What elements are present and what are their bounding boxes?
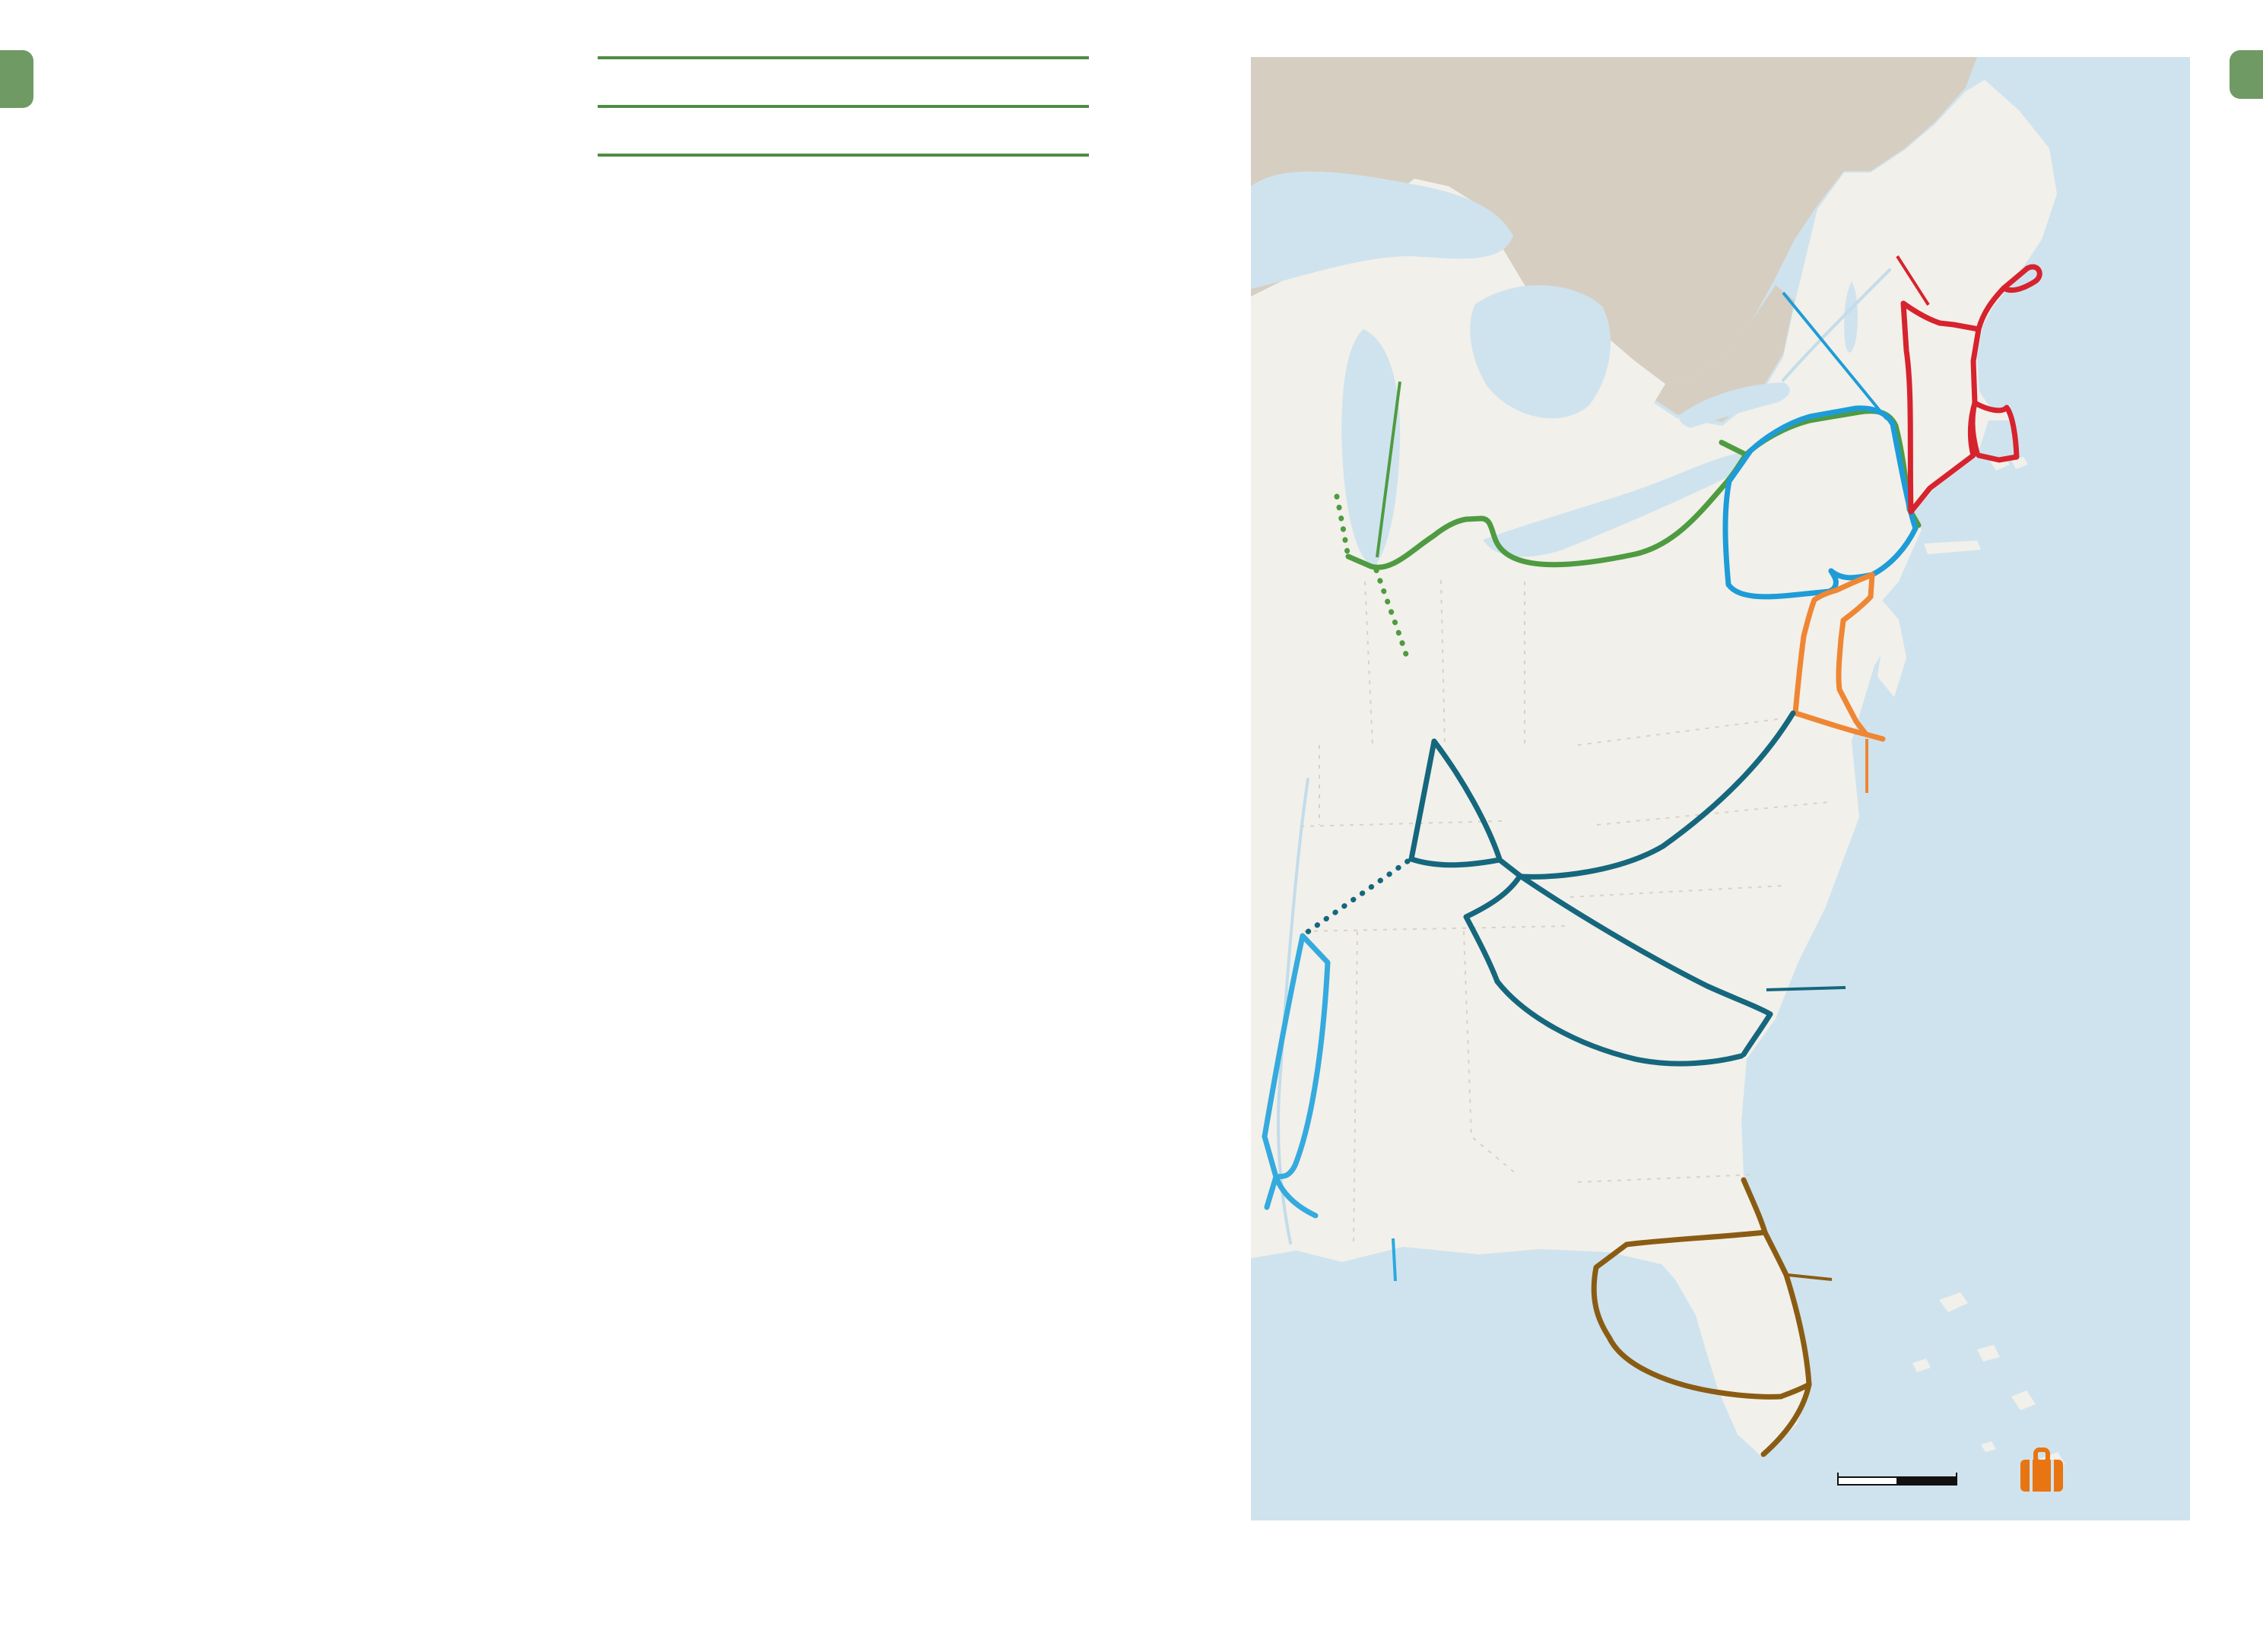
section-title: [598, 46, 1089, 59]
chapter-tab: [0, 50, 33, 108]
section-title: [598, 94, 1089, 108]
route-map: [1251, 57, 2190, 1520]
footer-right: [2165, 1569, 2200, 1593]
right-column: [598, 46, 1089, 175]
map-scale: [1838, 1473, 1957, 1485]
chapter-tab: [2230, 50, 2263, 99]
sidebar-vertical-label: [6, 128, 43, 470]
footer-left: [72, 1569, 122, 1593]
leader-florida: [1788, 1275, 1832, 1279]
bahamas: [1912, 1292, 2065, 1472]
long-island: [1924, 541, 1981, 554]
section-title: [598, 143, 1089, 157]
sidebar-vertical-label: [2223, 114, 2254, 342]
map-canvas: [1251, 57, 2190, 1520]
left-column: [82, 70, 569, 114]
